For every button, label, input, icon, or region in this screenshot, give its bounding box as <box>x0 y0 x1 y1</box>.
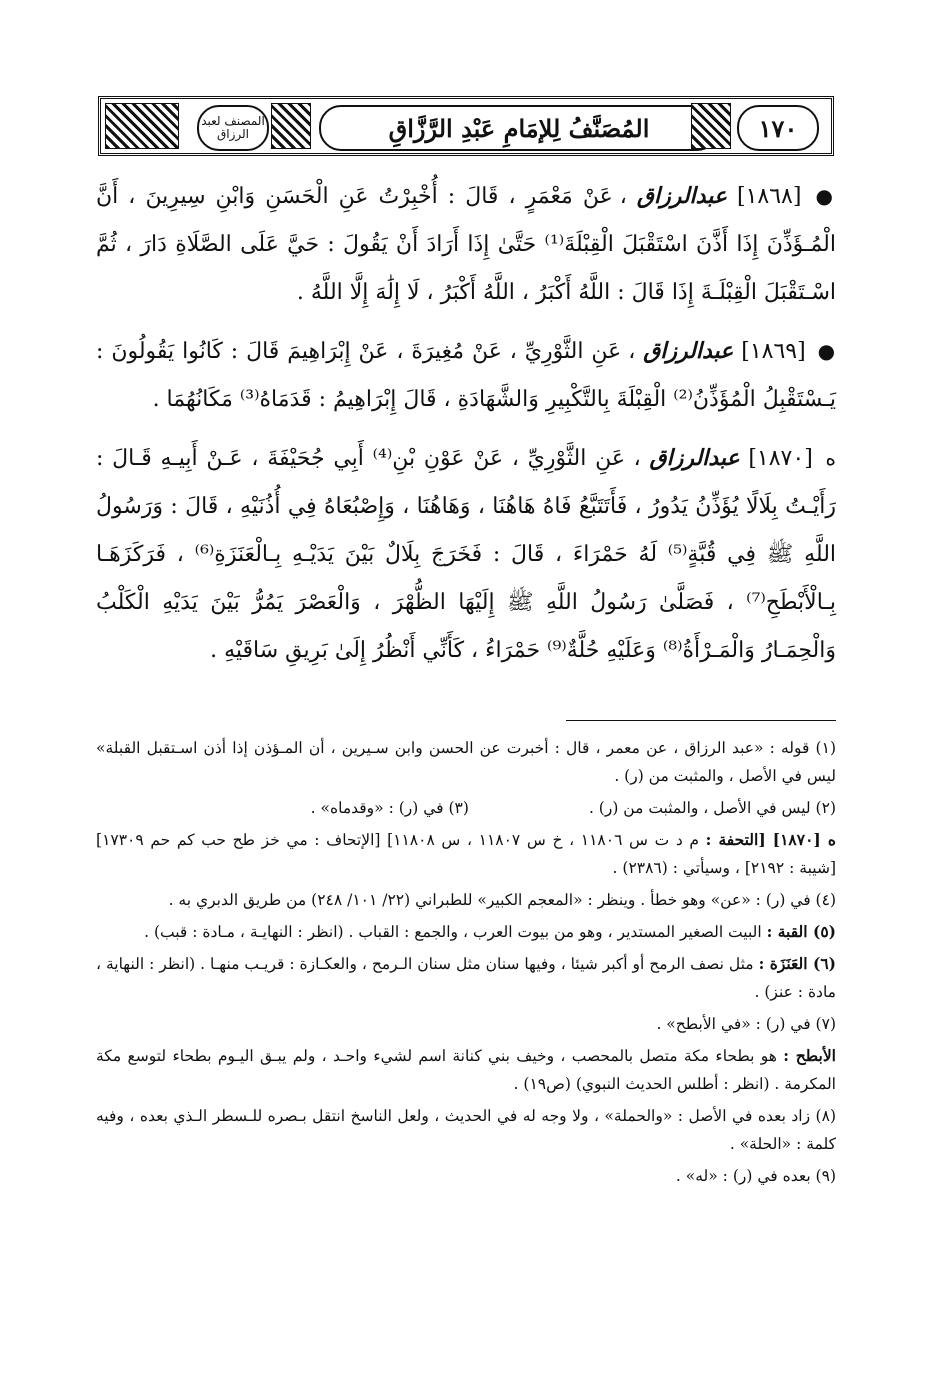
header-emblem: المصنف لعبد الرزاق <box>197 105 269 151</box>
entry-text: ، عَنِ الثَّوْرِيِّ ، عَنْ عَوْنِ بْنِ⁽⁴⁾ أَبِي جُحَيْفَةَ ، عَـنْ أَبِيـهِ قَـالَ : رَأَيْـتُ بِلَالًا يُؤَذِّنُ يَدُورُ ، فَأَتَتَبَّعُ فَاهُ هَاهُنَا ، وَهَاهُنَا ، وَإِصْبُعَاهُ فِي أُذُنَيْهِ ، قَالَ : وَرَسُولُ اللَّهِ ﷺ فِي قُبَّةٍ⁽⁵⁾ لَهُ حَمْرَاءَ ، قَالَ : فَخَرَجَ بِلَالٌ بَيْنَ يَدَيْـهِ بِـالْعَنَزَةِ⁽⁶⁾ ، فَرَكَزَهَـا بِـالْأَبْطَحِ⁽⁷⁾ ، فَصَلَّىٰ رَسُولُ اللَّهِ ﷺ إِلَيْهَا الظُّهْرَ ، وَالْعَصْرَ يَمُرُّ بَيْنَ يَدَيْهِ الْكَلْبُ وَالْحِمَـارُ وَالْمَـرْأَةُ⁽⁸⁾ وَعَلَيْهِ حُلَّةٌ⁽⁹⁾ حَمْرَاءُ ، كَأَنِّي أَنْظُرُ إِلَىٰ بَرِيقِ سَاقَيْهِ . <box>96 446 837 663</box>
header-ornament-left <box>105 103 179 149</box>
entry-number: [١٨٦٩] <box>741 339 806 364</box>
footnote-5-text: البيت الصغير المستدير ، وهو من بيوت العرب ، والجمع : القباب . (انظر : النهايـة ، مـادة : قبب) . <box>144 923 762 941</box>
footnote-4: (٤) في (ر) : «عن» وهو خطأ . وينظر : «المعجم الكبير» للطبراني (٢٢/ ١٠١/ ٢٤٨) من طريق الدبري به . <box>168 891 836 909</box>
footnote-6-label: (٦) العَنَزَة : <box>758 954 836 973</box>
header-ornament-middle-right <box>691 103 731 149</box>
main-text <box>96 172 836 685</box>
entry-author: عبدالرزاق <box>643 338 734 364</box>
footnote-6 <box>96 950 836 1006</box>
entry-text: ، عَنِ الثَّوْرِيِّ ، عَنْ مُغِيرَةَ ، عَنْ إِبْرَاهِيمَ قَالَ : كَانُوا يَقُولُونَ : يَـسْتَقْبِلُ الْمُؤَذِّنُ⁽²⁾ الْقِبْلَةَ بِالتَّكْبِيرِ وَالشَّهَادَةِ ، قَالَ إِبْرَاهِيمُ : قَدَمَاهُ⁽³⁾ مَكَانُهُمَا . <box>96 339 836 412</box>
hadith-entry-1870 <box>96 434 836 675</box>
footnote-8: (٨) زاد بعده في الأصل : «والحملة» ، ولا وجه له في الحديث ، ولعل الناسخ انتقل بـصره للـسطر الـذي بعده ، وفيه كلمة : «الحلة» . <box>96 1107 836 1153</box>
entry-number: [١٨٧٠] <box>748 446 813 471</box>
footnotes <box>96 734 836 1194</box>
footnote-2: (٢) ليس في الأصل ، والمثبت من (ر) . <box>588 799 836 817</box>
footnote-row-2-3 <box>96 794 836 822</box>
footnote-3: (٣) في (ر) : «وقدماه» . <box>310 799 469 817</box>
footnote-6-text: مثل نصف الرمح أو أكبر شيئا ، وفيها سنان مثل سنان الـرمح ، والعكـازة : قريـب منهـا . (انظر : النهاية ، مادة : عنز) . <box>96 955 836 1001</box>
footnote-9: (٩) بعده في (ر) : «له» . <box>675 1167 836 1185</box>
header-ornament-middle-left <box>271 103 311 149</box>
entry-text: ، عَنْ مَعْمَرٍ ، قَالَ : أُخْبِرْتُ عَنِ الْحَسَنِ وَابْنِ سِيرِينَ ، أَنَّ الْمُـؤَذِّنَ إِذَا أَذَّنَ اسْتَقْبَلَ الْقِبْلَةَ⁽¹⁾ حَتَّىٰ إِذَا أَرَادَ أَنْ يَقُولَ : حَيَّ عَلَى الصَّلَاةِ دَارَ ، ثُمَّ اسْـتَقْبَلَ الْقِبْلَـةَ إِذَا قَالَ : اللَّهُ أَكْبَرُ ، اللَّهُ أَكْبَرُ ، لَا إِلَٰهَ إِلَّا اللَّهُ . <box>96 184 836 305</box>
entry-bullet: ● <box>817 339 836 363</box>
entry-bullet: ● <box>815 184 837 208</box>
entry-bullet: ه <box>825 446 836 470</box>
entry-author: عبدالرزاق <box>636 183 727 209</box>
takhrij-label: ه [١٨٧٠] [التحفة : <box>705 830 836 849</box>
footnote-5-label: (٥) القبة : <box>766 922 836 941</box>
hadith-entry-1868 <box>96 172 836 317</box>
footnote-1: (١) قوله : «عبد الرزاق ، عن معمر ، قال : أخبرت عن الحسن وابن سـيرين ، أن المـؤذن إذا أذن اسـتقبل القبلة» ليس في الأصل ، والمثبت من (ر) . <box>96 739 836 785</box>
page-number: ١٧٠ <box>737 105 819 151</box>
takhrij-note <box>96 826 836 882</box>
footnote-separator <box>566 720 836 721</box>
page-header <box>98 96 834 156</box>
entry-author: عبدالرزاق <box>649 445 740 471</box>
hadith-entry-1869 <box>96 327 836 424</box>
footnote-5 <box>96 918 836 946</box>
footnote-7: (٧) في (ر) : «في الأبطح» . <box>656 1015 836 1033</box>
abtah-label: الأبطح : <box>783 1046 836 1065</box>
takhrij-text: م د ت س ١١٨٠٦ ، خ س ١١٨٠٧ ، س ١١٨٠٨] [الإتحاف : مي خز طح حب كم حم ١٧٣٠٩] [شيبة : ٢١٩٢] ، وسيأتي : (٢٣٨٦) . <box>96 831 836 877</box>
abtah-note <box>96 1042 836 1098</box>
entry-number: [١٨٦٨] <box>737 184 802 209</box>
book-title: المُصَنَّفُ لِلإمَامِ عَبْدِ الرَّزَّاقِ <box>319 105 719 151</box>
abtah-text: هو بطحاء مكة متصل بالمحصب ، وخيف بني كنانة اسم لشيء واحـد ، ولم يبـق اليـوم بطحاء لتوسع مكة المكرمة . (انظر : أطلس الحديث النبوي) (ص١٩) . <box>96 1047 836 1093</box>
